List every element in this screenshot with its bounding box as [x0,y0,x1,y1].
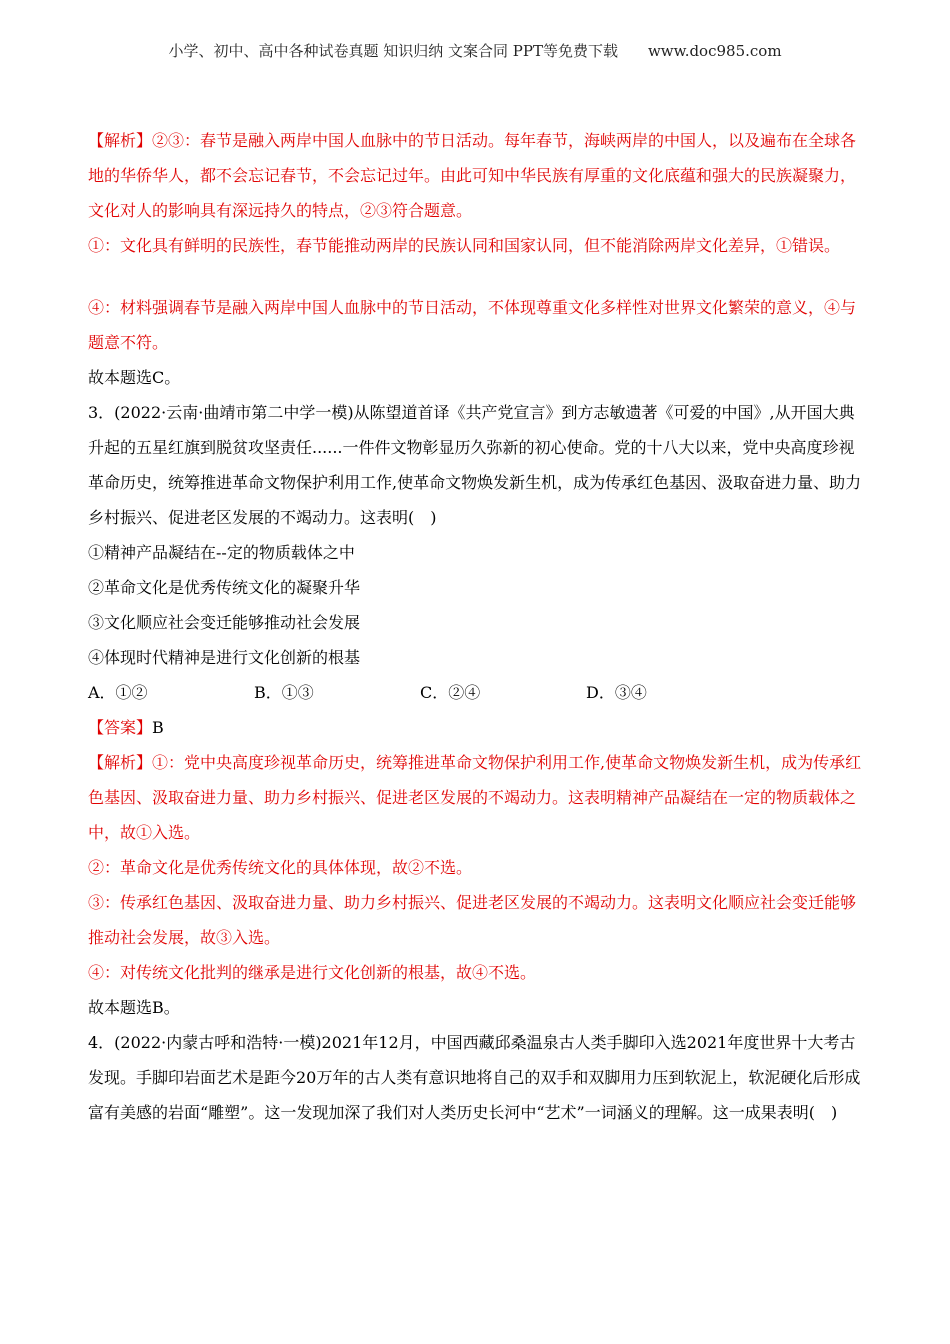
q2-conclusion: 故本题选C。 [88,368,181,387]
q3-option-d: D．③④ [586,683,647,702]
analysis-tag: 【解析】 [88,131,153,150]
document-body [88,123,868,1130]
q3-stem: 3．(2022·云南·曲靖市第二中学一模)从陈望道首译《共产党宣言》到方志敏遗著《可爱的中国》,从开国大典升起的五星红旗到脱贫攻坚责任......一件件文物彰显历久弥新的初心使命。党的十八大以来，党中央高度珍视革命历史，统筹推进革命文物保护利用工作,使革命文物焕发新生机，成为传承红色基因、汲取奋进力量、助力乡村振兴、促进老区发展的不竭动力。这表明( ) [88,403,862,527]
q2-analysis-p3: ④：材料强调春节是融入两岸中国人血脉中的节日活动，不体现尊重文化多样性对世界文化繁荣的意义，④与题意不符。 [88,298,857,352]
q3-item-4: ④体现时代精神是进行文化创新的根基 [88,648,361,667]
q3-answer: 【答案】B [88,718,164,737]
q3-item-3: ③文化顺应社会变迁能够推动社会发展 [88,613,361,632]
analysis-tag: 【解析】 [88,753,153,772]
page-header: 小学、初中、高中各种试卷真题 知识归纳 文案合同 PPT等免费下载 www.doc985.com [168,42,782,60]
q3-analysis-4: ④：对传统文化批判的继承是进行文化创新的根基，故④不选。 [88,963,537,982]
q2-analysis-p1: 【解析】②③：春节是融入两岸中国人血脉中的节日活动。每年春节，海峡两岸的中国人，以及遍布在全球各地的华侨华人，都不会忘记春节，不会忘记过年。由此可知中华民族有厚重的文化底蕴和强大的民族凝聚力，文化对人的影响具有深远持久的特点，②③符合题意。 [88,131,857,220]
q3-analysis-3: ③：传承红色基因、汲取奋进力量、助力乡村振兴、促进老区发展的不竭动力。这表明文化顺应社会变迁能够推动社会发展，故③入选。 [88,893,857,947]
q2-analysis-p2: ①：文化具有鲜明的民族性，春节能推动两岸的民族认同和国家认同，但不能消除两岸文化差异，①错误。 [88,236,841,255]
q3-analysis-1: 【解析】①：党中央高度珍视革命历史，统筹推进革命文物保护利用工作,使革命文物焕发新生机，成为传承红色基因、汲取奋进力量、助力乡村振兴、促进老区发展的不竭动力。这表明精神产品凝结在一定的物质载体之中，故①入选。 [88,753,862,842]
q3-conclusion: 故本题选B。 [88,998,180,1017]
answer-tag: 【答案】 [88,718,153,737]
q3-option-c: C．②④ [420,683,481,702]
q4-stem: 4．(2022·内蒙古呼和浩特·一模)2021年12月，中国西藏邱桑温泉古人类手脚印入选2021年度世界十大考古发现。手脚印岩面艺术是距今20万年的古人类有意识地将自己的双手和双脚用力压到软泥上，软泥硬化后形成富有美感的岩面“雕塑”。这一发现加深了我们对人类历史长河中“艺术”一词涵义的理解。这一成果表明( ) [88,1033,861,1122]
q3-option-a: A．①② [88,683,148,702]
q3-option-b: B．①③ [254,683,314,702]
q3-item-2: ②革命文化是优秀传统文化的凝聚升华 [88,578,361,597]
q3-analysis-2: ②：革命文化是优秀传统文化的具体体现，故②不选。 [88,858,473,877]
q3-item-1: ①精神产品凝结在--定的物质载体之中 [88,543,355,562]
q3-options [88,675,868,710]
